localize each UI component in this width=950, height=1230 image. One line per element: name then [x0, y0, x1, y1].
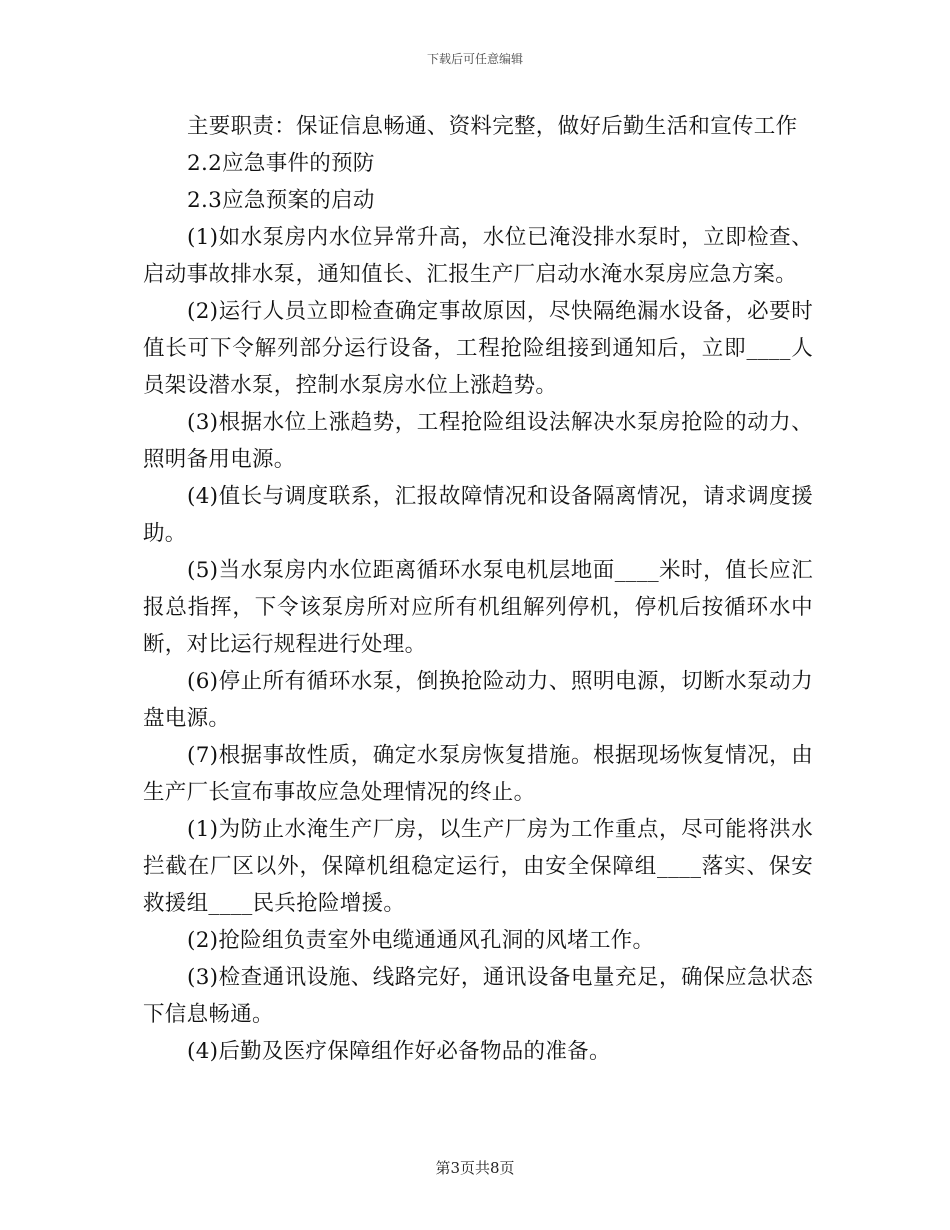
list-item-step-6: (6)停止所有循环水泵，倒换抢险动力、照明电源，切断水泵动力盘电源。: [143, 669, 813, 731]
document-body: [143, 108, 813, 1070]
list-item-step-1: (1)如水泵房内水位异常升高，水位已淹没排水泵时，立即检查、启动事故排水泵，通知值长、汇报生产厂启动水淹水泵房应急方案。: [143, 225, 813, 287]
list-item-measure-3: (3)检查通讯设施、线路完好，通讯设备电量充足，确保应急状态下信息畅通。: [143, 965, 813, 1027]
page-header-note: 下载后可任意编辑: [426, 52, 523, 66]
page-number: 第3页共8页: [435, 1159, 515, 1177]
section-heading-2-3: 2.3应急预案的启动: [187, 188, 375, 213]
list-item-measure-2: (2)抢险组负责室外电缆通通风孔洞的风堵工作。: [187, 928, 655, 953]
list-item-measure-1: (1)为防止水淹生产厂房，以生产厂房为工作重点，尽可能将洪水拦截在厂区以外，保障机组稳定运行，由安全保障组____落实、保安救援组____民兵抢险增援。: [143, 817, 813, 916]
list-item-step-5: (5)当水泵房内水位距离循环水泵电机层地面____米时，值长应汇报总指挥，下令该泵房所对应所有机组解列停机，停机后按循环水中断，对比运行规程进行处理。: [143, 558, 813, 657]
list-item-step-3: (3)根据水位上涨趋势，工程抢险组设法解决水泵房抢险的动力、照明备用电源。: [143, 410, 813, 472]
list-item-step-2: (2)运行人员立即检查确定事故原因，尽快隔绝漏水设备，必要时值长可下令解列部分运行设备，工程抢险组接到通知后，立即____人员架设潜水泵，控制水泵房水位上涨趋势。: [143, 299, 813, 398]
list-item-measure-4: (4)后勤及医疗保障组作好必备物品的准备。: [187, 1039, 611, 1064]
duties-paragraph: 主要职责：保证信息畅通、资料完整，做好后勤生活和宣传工作: [187, 114, 798, 139]
list-item-step-7: (7)根据事故性质，确定水泵房恢复措施。根据现场恢复情况，由生产厂长宣布事故应急处理情况的终止。: [143, 743, 813, 805]
section-heading-2-2: 2.2应急事件的预防: [187, 151, 375, 176]
list-item-step-4: (4)值长与调度联系，汇报故障情况和设备隔离情况，请求调度援助。: [143, 484, 813, 546]
